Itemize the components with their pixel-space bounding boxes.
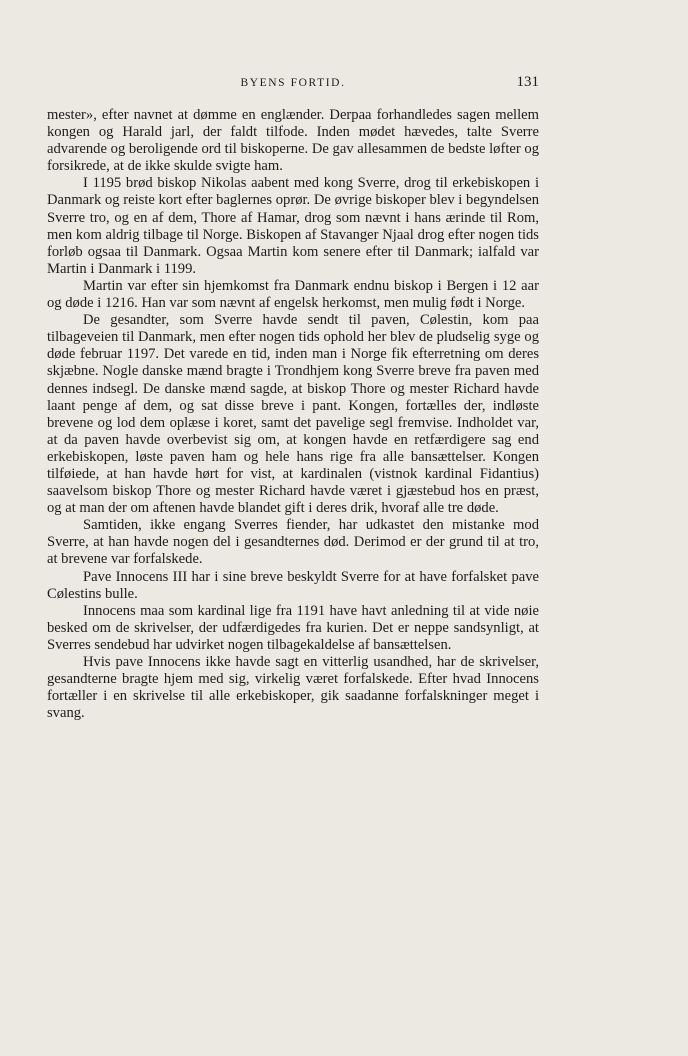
running-title: BYENS FORTID. [240, 77, 346, 89]
paragraph-3: Martin var efter sin hjemkomst fra Danmark endnu biskop i Bergen i 12 aar og døde i 1216. Han var som nævnt af engelsk herkomst, men mulig født i Norge. [47, 277, 539, 312]
page-number: 131 [516, 74, 539, 90]
paragraph-2: I 1195 brød biskop Nikolas aabent med kong Sverre, drog til erkebiskopen i Danmark og reiste kort efter baglernes oprør. De øvrige biskoper blev i begyndelsen Sverre tro, og en af dem, Thore af Hamar, drog som nævnt i hans ærinde til Rom, men kom aldrig tilbage til Norge. Biskopen af Stavanger Njaal drog efter nogen tids forløb ogsaa til Danmark. Ogsaa Martin kom senere efter til Danmark; ialfald var Martin i Danmark i 1199. [47, 175, 539, 277]
paragraph-7: Innocens maa som kardinal lige fra 1191 have havt anledning til at vide nøie besked om de skrivelser, der udfærdigedes fra kurien. Det er neppe sandsynligt, at Sverres sendebud har udvirket nogen tilbagekaldelse af bansættelsen. [47, 602, 539, 653]
running-header [47, 74, 539, 94]
paragraph-6: Pave Innocens III har i sine breve beskyldt Sverre for at have forfalsket pave Cølestins bulle. [47, 568, 539, 602]
paragraph-1: mester», efter navnet at dømme en englænder. Derpaa forhandledes sagen mellem kongen og Harald jarl, der faldt tilfode. Inden mødet hævedes, talte Sverre advarende og beroligende ord til biskoperne. De gav allesammen de bedste løfter og forsikrede, at de ikke skulde svigte ham. [47, 107, 539, 175]
body-text [47, 107, 539, 722]
paragraph-4: De gesandter, som Sverre havde sendt til paven, Cølestin, kom paa tilbageveien til Danmark, men efter nogen tids ophold her blev de pludselig syge og døde februar 1197. Det varede en tid, inden man i Norge fik efterretning om deres skjæbne. Nogle danske mænd bragte i Trondhjem kong Sverre breve fra paven med dennes indsegl. De danske mænd sagde, at biskop Thore og mester Richard havde laant penge af dem, og sat disse breve i pant. Kongen, fortælles der, indløste brevene og lod dem oplæse i koret, samt det pavelige segl fremvise. Indholdet var, at da paven havde overbevist sig om, at kongen havde en retfærdigere sag end erkebiskopen, løste paven ham og hele hans rige fra alle bansættelser. Kongen tilføiede, at han havde hørt for vist, at kardinalen (vistnok kardinal Fidantius) saavelsom biskop Thore og mester Richard havde været i gjæstebud hos en præst, og at man der om aftenen havde blandet gift i deres drik, hvoraf alle tre døde. [47, 312, 539, 517]
paragraph-8: Hvis pave Innocens ikke havde sagt en vitterlig usandhed, har de skrivelser, gesandterne bragte hjem med sig, virkelig været forfalskede. Efter hvad Innocens fortæller i en skrivelse til alle erkebiskoper, gik saadanne forfalskninger meget i svang. [47, 654, 539, 722]
paragraph-5: Samtiden, ikke engang Sverres fiender, har udkastet den mistanke mod Sverre, at han havde nogen del i gesandternes død. Derimod er der grund til at tro, at brevene var forfalskede. [47, 517, 539, 568]
